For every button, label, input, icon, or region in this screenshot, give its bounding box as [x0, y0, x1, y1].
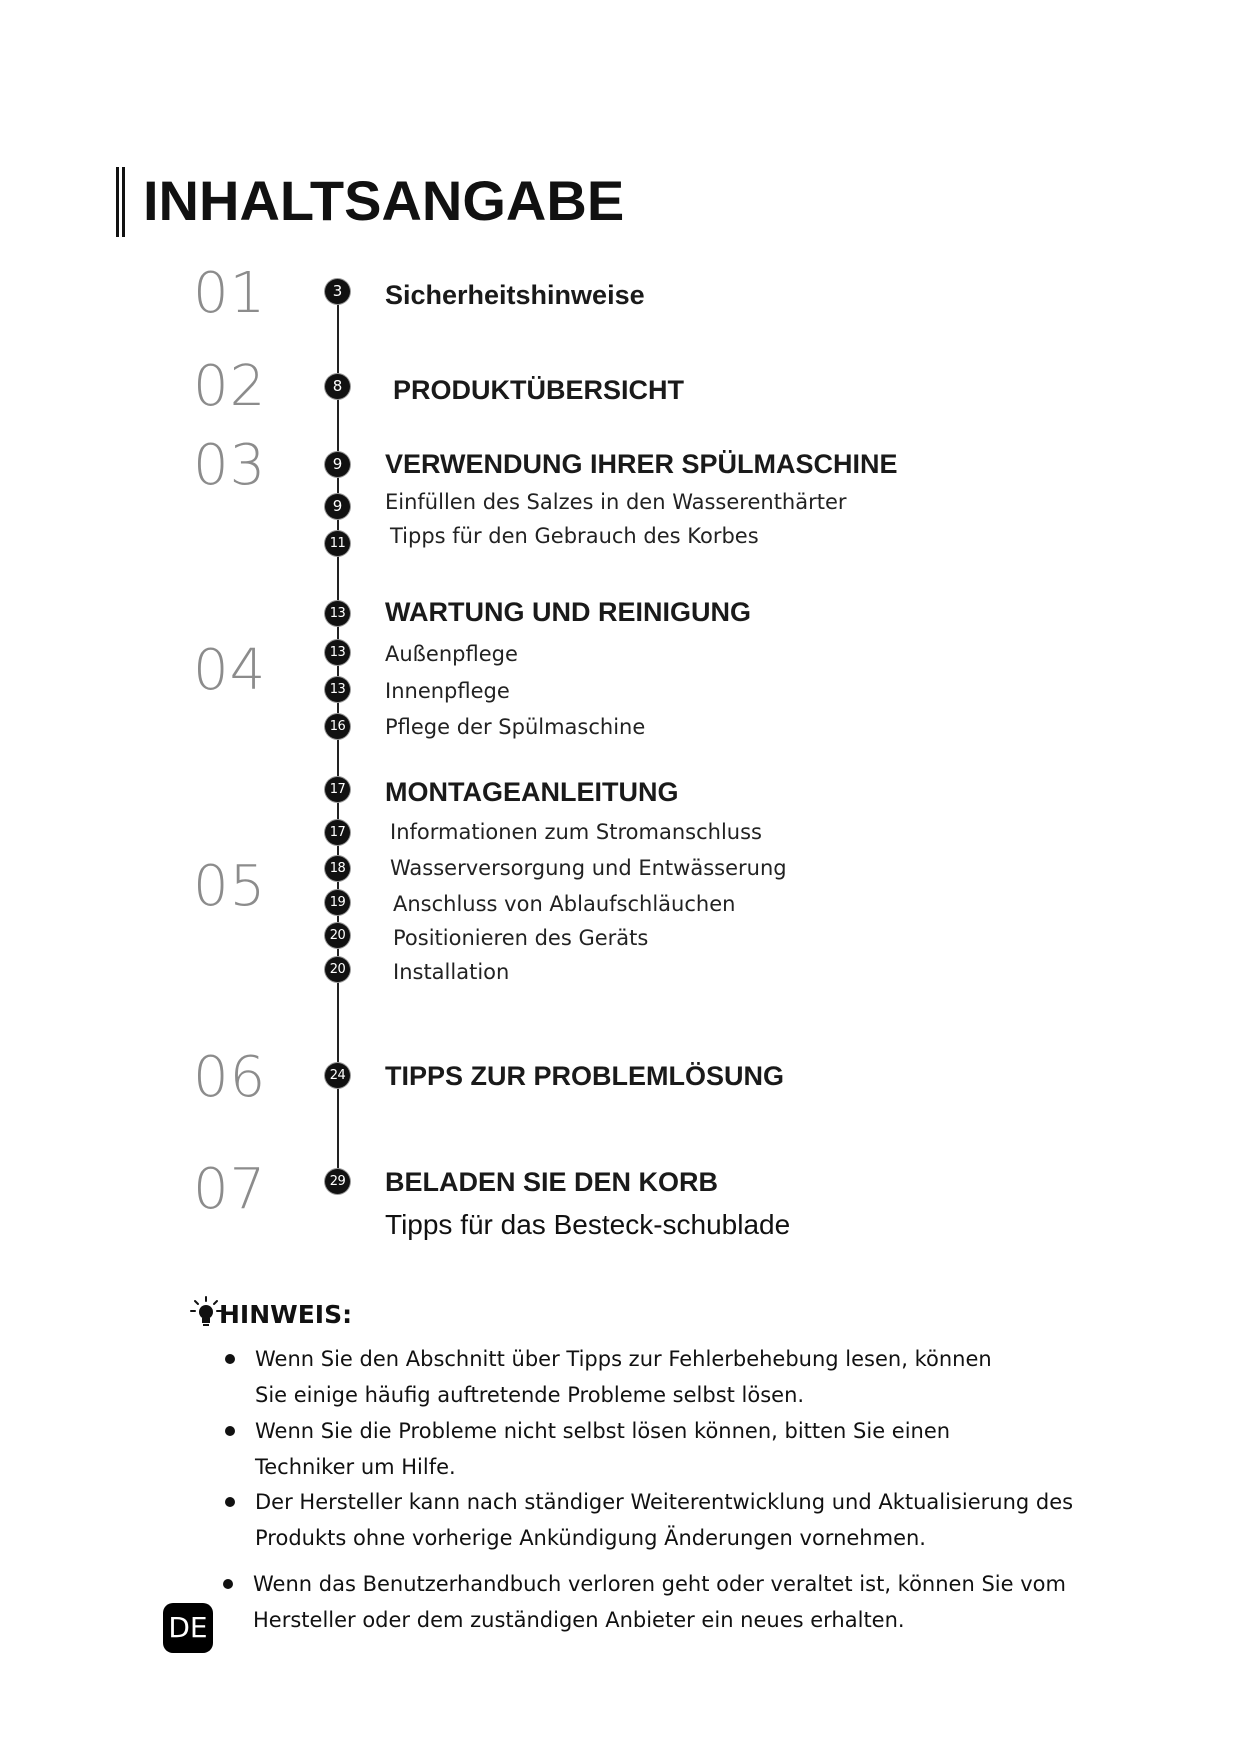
toc-subentry: Innenpflege — [385, 679, 510, 703]
page-dot: 16 — [325, 714, 350, 739]
page-dot: 9 — [325, 494, 350, 519]
page-dot: 17 — [325, 820, 350, 845]
toc-subentry: Positionieren des Geräts — [393, 926, 649, 950]
hinweis-note-line: Techniker um Hilfe. — [255, 1455, 456, 1479]
page-dot: 11 — [325, 531, 350, 556]
language-badge: DE — [163, 1603, 213, 1653]
hinweis-note-line: Wenn Sie den Abschnitt über Tipps zur Fehlerbehebung lesen, können — [255, 1347, 992, 1371]
section-number-05: 05 — [193, 854, 267, 919]
page-dot: 13 — [325, 677, 350, 702]
bullet-point — [225, 1426, 235, 1436]
section-number-03: 03 — [193, 433, 267, 498]
toc-heading: PRODUKTÜBERSICHT — [393, 375, 685, 405]
page-title: INHALTSANGABE — [143, 169, 625, 232]
page-dot: 13 — [325, 601, 350, 626]
section-number-06: 06 — [193, 1045, 267, 1110]
page-dot: 13 — [325, 640, 350, 665]
toc-heading: WARTUNG UND REINIGUNG — [385, 597, 751, 627]
bullet-point — [225, 1497, 235, 1507]
page-dot: 29 — [325, 1169, 350, 1194]
toc-subentry: Außenpflege — [385, 642, 518, 666]
toc-heading: MONTAGEANLEITUNG — [385, 777, 679, 807]
page-dot: 3 — [325, 279, 350, 304]
toc-extra-entry: Tipps für das Besteck-schublade — [385, 1209, 791, 1240]
timeline-line — [337, 292, 339, 1188]
page-dot: 20 — [325, 957, 350, 982]
page-dot: 8 — [325, 374, 350, 399]
toc-subentry: Pflege der Spülmaschine — [385, 715, 646, 739]
page-dot: 19 — [325, 890, 350, 915]
bullet-point — [223, 1579, 233, 1589]
hinweis-note-line: Produkts ohne vorherige Ankündigung Änderungen vornehmen. — [255, 1526, 926, 1550]
page-dot: 24 — [325, 1063, 350, 1088]
toc-heading: VERWENDUNG IHRER SPÜLMASCHINE — [385, 449, 898, 479]
toc-heading: Sicherheitshinweise — [385, 280, 645, 310]
toc-subentry: Einfüllen des Salzes in den Wasserenthärter — [385, 490, 847, 514]
title-accent-bar-inner — [122, 167, 125, 237]
hinweis-note-line: Wenn das Benutzerhandbuch verloren geht oder veraltet ist, können Sie vom — [253, 1572, 1066, 1596]
hinweis-note-line: Sie einige häufig auftretende Probleme selbst lösen. — [255, 1383, 805, 1407]
hinweis-note-line: Hersteller oder dem zuständigen Anbieter ein neues erhalten. — [253, 1608, 905, 1632]
page-dot: 18 — [325, 856, 350, 881]
bullet-point — [225, 1354, 235, 1364]
section-number-04: 04 — [193, 638, 267, 703]
section-number-01: 01 — [193, 261, 267, 326]
toc-subentry: Informationen zum Stromanschluss — [390, 820, 762, 844]
toc-heading: BELADEN SIE DEN KORB — [385, 1167, 719, 1197]
toc-subentry: Installation — [393, 960, 510, 984]
toc-subentry: Wasserversorgung und Entwässerung — [390, 856, 787, 880]
page-dot: 17 — [325, 777, 350, 802]
page-dot: 20 — [325, 923, 350, 948]
title-accent-bar — [116, 167, 119, 237]
toc-heading: TIPPS ZUR PROBLEMLÖSUNG — [385, 1061, 785, 1091]
toc-subentry: Anschluss von Ablaufschläuchen — [393, 892, 736, 916]
hinweis-note-line: Wenn Sie die Probleme nicht selbst lösen können, bitten Sie einen — [255, 1419, 951, 1443]
page-dot: 9 — [325, 452, 350, 477]
section-number-07: 07 — [193, 1157, 267, 1222]
lightbulb-icon — [190, 1296, 222, 1328]
section-number-02: 02 — [193, 354, 267, 419]
hinweis-title: HINWEIS: — [219, 1300, 353, 1329]
toc-subentry: Tipps für den Gebrauch des Korbes — [390, 524, 759, 548]
hinweis-note-line: Der Hersteller kann nach ständiger Weiterentwicklung und Aktualisierung des — [255, 1490, 1074, 1514]
